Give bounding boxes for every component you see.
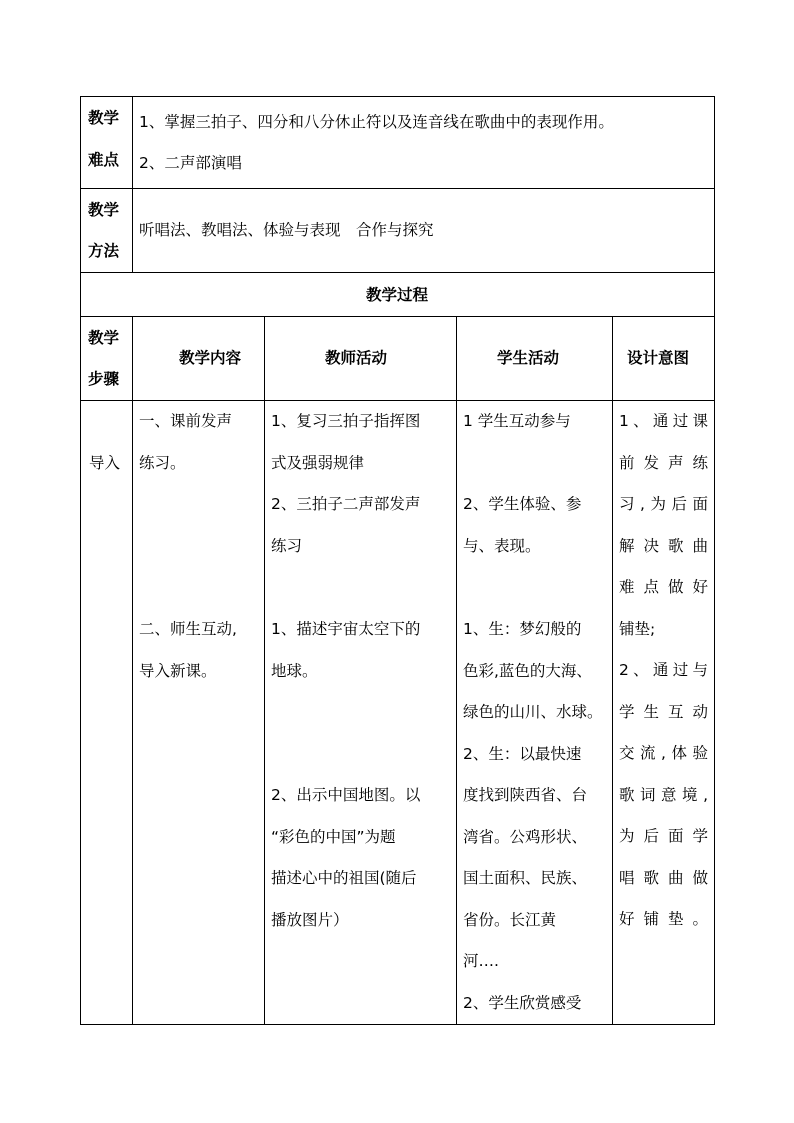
intent-line2: 前发声练 xyxy=(619,453,708,472)
student-2-line2: 与、表现。 xyxy=(463,536,541,555)
intent-line5: 难点做好 xyxy=(619,578,708,596)
content-2-line1: 二、师生互动, xyxy=(139,620,237,638)
intent-line3: 习,为后面 xyxy=(619,495,708,513)
difficulty-item-1: 1、掌握三拍子、四分和八分休止符以及连音线在歌曲中的表现作用。 xyxy=(139,113,614,131)
content-2-line2: 导入新课。 xyxy=(139,661,217,680)
student-cell-1 xyxy=(463,401,571,443)
student-4-line1: 2、生：以最快速 xyxy=(463,744,582,763)
header-intent: 设计意图 xyxy=(627,349,690,367)
student-cell-2 xyxy=(463,484,581,567)
teacher-3-line2: 地球。 xyxy=(271,661,318,680)
student-3-line1: 1、生：梦幻般的 xyxy=(463,620,582,638)
intent-line13: 好铺垫。 xyxy=(619,910,708,928)
content-1-line2: 练习。 xyxy=(139,453,186,472)
teacher-4-line1: 2、出示中国地图。以 xyxy=(271,786,421,804)
student-cell-3 xyxy=(463,609,603,1024)
teacher-3-line1: 1、描述宇宙太空下的 xyxy=(271,620,421,638)
header-step-line2: 步骤 xyxy=(88,370,120,388)
student-4-line4: 国土面积、民族、 xyxy=(463,869,588,887)
teacher-1-line2: 式及强弱规律 xyxy=(271,453,365,472)
header-student: 学生活动 xyxy=(497,349,560,367)
student-4-line2: 度找到陕西省、台 xyxy=(463,786,588,804)
difficulty-label-line2: 难点 xyxy=(88,151,120,169)
student-4-line5: 省份。长江黄 xyxy=(463,910,557,929)
intent-line9: 交流,体验 xyxy=(619,744,708,762)
content-cell-1 xyxy=(139,401,232,484)
intent-line12: 唱歌曲做 xyxy=(619,868,708,887)
difficulty-label-line1: 教学 xyxy=(88,109,120,127)
intent-line6: 铺垫; xyxy=(619,619,656,638)
teacher-2-line1: 2、三拍子二声部发声 xyxy=(271,495,421,513)
method-label-line1: 教学 xyxy=(88,201,120,219)
teacher-1-line1: 1、复习三拍子指挥图 xyxy=(271,412,421,430)
intent-line11: 为后面学 xyxy=(619,827,708,845)
student-3-line2: 色彩,蓝色的大海、 xyxy=(463,661,592,680)
student-4-line3: 湾省。公鸡形状、 xyxy=(463,827,588,846)
student-4-line7: 2、学生欣赏感受 xyxy=(463,993,582,1012)
intent-line7: 2、通过与 xyxy=(619,661,708,679)
student-1-line1: 1 学生互动参与 xyxy=(463,412,571,430)
content-1-line1: 一、课前发声 xyxy=(139,412,233,430)
header-step-line1: 教学 xyxy=(88,329,120,347)
header-content: 教学内容 xyxy=(179,349,242,367)
content-cell-2 xyxy=(139,609,237,692)
intent-line4: 解决歌曲 xyxy=(619,536,708,555)
student-4-line6: 河…. xyxy=(463,952,499,970)
method-text: 听唱法、教唱法、体验与表现 合作与探究 xyxy=(139,221,434,239)
teacher-cell-3 xyxy=(271,775,420,941)
teacher-cell-1 xyxy=(271,401,420,567)
difficulty-item-2: 2、二声部演唱 xyxy=(139,154,242,172)
method-label-line2: 方法 xyxy=(88,242,120,260)
intent-line8: 学生互动 xyxy=(619,702,708,721)
teacher-4-line3: 描述心中的祖国(随后 xyxy=(271,869,417,887)
intent-cell xyxy=(619,401,708,941)
teacher-cell-2 xyxy=(271,609,420,692)
row-step: 导入 xyxy=(89,454,121,472)
student-3-line3: 绿色的山川、水球。 xyxy=(463,703,603,721)
teacher-4-line2: “彩色的中国”为题 xyxy=(271,827,396,846)
student-2-line1: 2、学生体验、参 xyxy=(463,495,582,513)
teacher-2-line2: 练习 xyxy=(271,536,303,555)
header-teacher: 教师活动 xyxy=(325,349,388,367)
teacher-4-line4: 播放图片） xyxy=(271,910,349,929)
intent-line10: 歌词意境, xyxy=(619,785,708,804)
process-title: 教学过程 xyxy=(365,286,428,304)
intent-line1: 1、通过课 xyxy=(619,412,708,430)
